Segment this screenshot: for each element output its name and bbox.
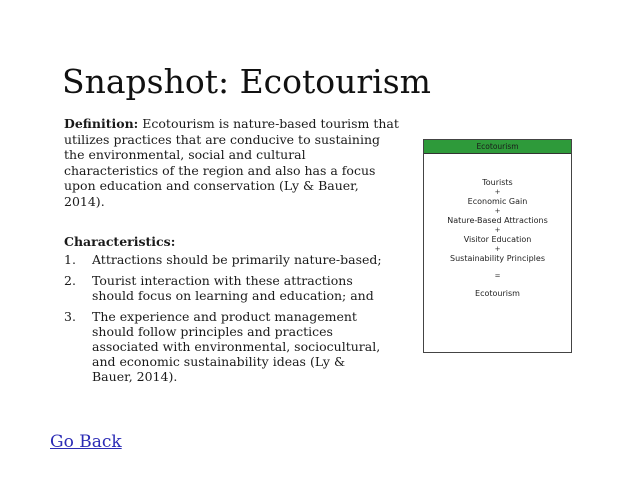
flow-operator: =: [494, 272, 501, 280]
ecotourism-diagram: [423, 139, 572, 353]
flow-term-nature-based-attractions: Nature-Based Attractions: [447, 216, 548, 225]
list-text: Attractions should be primarily nature-based;: [92, 252, 382, 267]
flow-term-visitor-education: Visitor Education: [463, 235, 532, 244]
definition-text: Ecotourism is nature-based tourism that utilizes practices that are conducive to sustaining the environmental, social and cultural characteristics of the region and also has a focus upon education and conservation (Ly & Bauer, 2014).: [64, 116, 399, 209]
list-number: 3.: [64, 309, 76, 324]
flow-operator: +: [494, 188, 501, 196]
definition-paragraph: [64, 116, 400, 209]
flow-operator: +: [494, 226, 501, 234]
list-number: 2.: [64, 273, 76, 288]
go-back-link[interactable]: Go Back: [50, 432, 122, 452]
slide-title: Snapshot: Ecotourism: [62, 62, 431, 101]
diagram-flow: [424, 154, 571, 299]
flow-term-sustainability-principles: Sustainability Principles: [450, 254, 545, 263]
list-item: [64, 309, 384, 384]
diagram-header: Ecotourism: [424, 140, 571, 154]
flow-operator: +: [494, 207, 501, 215]
characteristics-list: [64, 252, 384, 390]
flow-term-economic-gain: Economic Gain: [467, 197, 528, 206]
definition-label: Definition:: [64, 116, 139, 131]
characteristics-heading: Characteristics:: [64, 234, 176, 249]
flow-term-ecotourism: Ecotourism: [475, 289, 520, 298]
list-item: [64, 273, 384, 303]
list-item: [64, 252, 384, 267]
flow-operator: +: [494, 245, 501, 253]
list-text: Tourist interaction with these attractions should focus on learning and education; and: [92, 273, 374, 303]
flow-term-tourists: Tourists: [482, 178, 513, 187]
list-number: 1.: [64, 252, 76, 267]
list-text: The experience and product management should follow principles and practices associated with environmental, sociocultural, and economic sustainability ideas (Ly & Bauer, 2014).: [92, 309, 381, 384]
